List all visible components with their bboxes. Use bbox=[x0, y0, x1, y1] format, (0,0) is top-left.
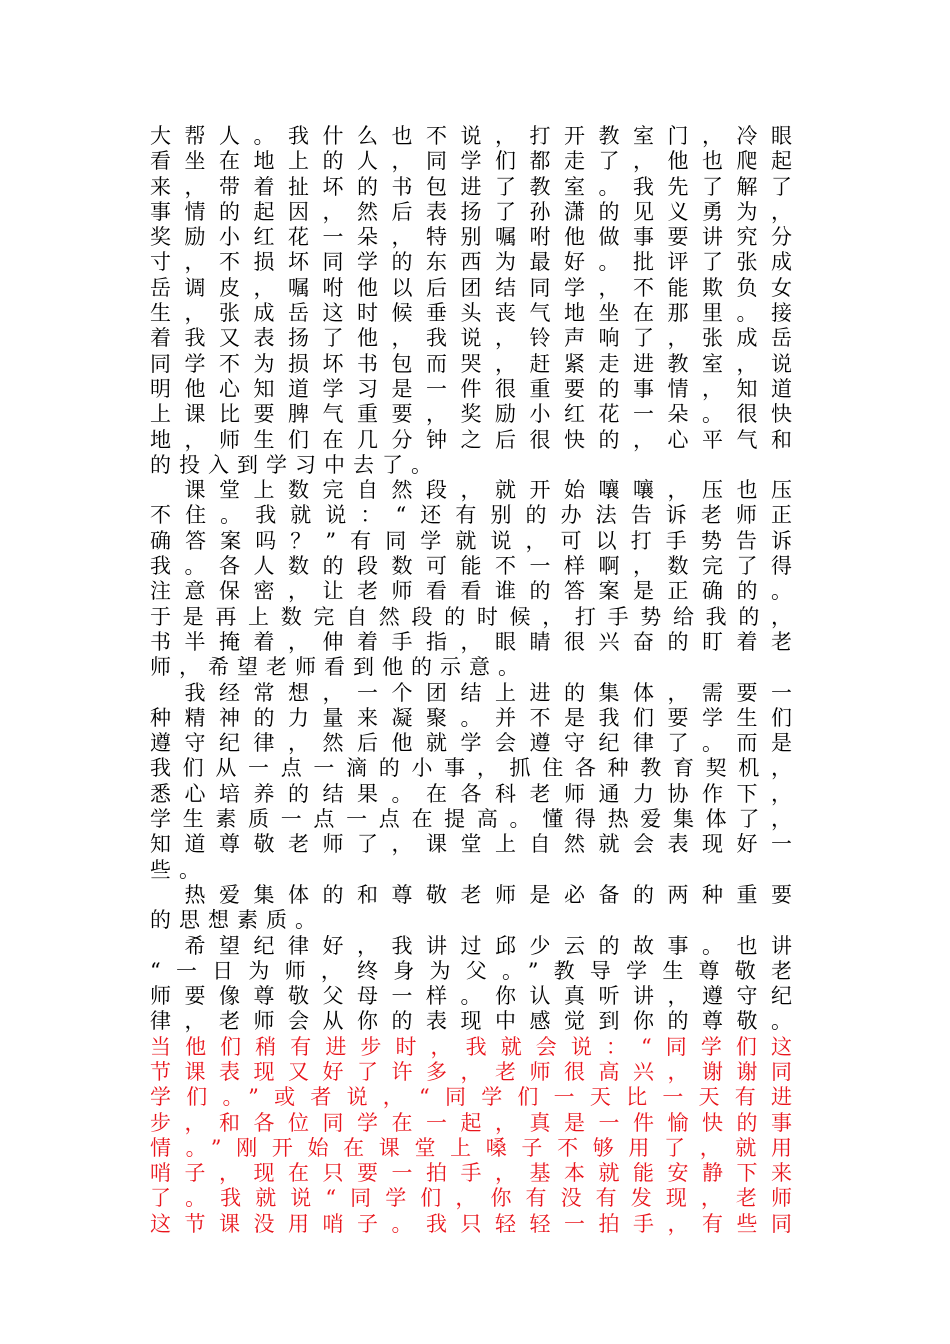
text-line: 种精神的力量来凝聚。并不是我们要学生们 bbox=[150, 705, 792, 730]
text-line: 课堂上数完自然段，就开始嚷嚷，压也压 bbox=[150, 478, 792, 503]
text-line: 悉心培养的结果。在各科老师通力协作下， bbox=[150, 781, 792, 806]
text-line: 情。”刚开始在课堂上嗓子不够用了，就用 bbox=[150, 1135, 792, 1160]
text-line: 确答案吗？”有同学就说，可以打手势告诉 bbox=[150, 528, 792, 553]
text-line: 哨子，现在只要一拍手，基本就能安静下来 bbox=[150, 1161, 792, 1186]
text-line: 律，老师会从你的表现中感觉到你的尊敬。 bbox=[150, 1009, 792, 1034]
text-line: 知道尊敬老师了，课堂上自然就会表现好一 bbox=[150, 832, 792, 857]
text-line: 事情的起因，然后表扬了孙潇的见义勇为， bbox=[150, 199, 792, 224]
text-line: 寸，不损坏同学的东西为最好。批评了张成 bbox=[150, 250, 792, 275]
text-line: “一日为师，终身为父。”教导学生尊敬老 bbox=[150, 958, 792, 983]
text-line: 师，希望老师看到他的示意。 bbox=[150, 655, 527, 680]
text-line: 于是再上数完自然段的时候，打手势给我的， bbox=[150, 604, 792, 629]
text-line: 这节课没用哨子。我只轻轻一拍手，有些同 bbox=[150, 1211, 792, 1236]
text-line: 学生素质一点一点在提高。懂得热爱集体了， bbox=[150, 807, 792, 832]
text-line: 我经常想，一个团结上进的集体，需要一 bbox=[150, 680, 792, 705]
text-line: 我们从一点一滴的小事，抓住各种教育契机， bbox=[150, 756, 792, 781]
text-line: 大帮人。我什么也不说，打开教室门，冷眼 bbox=[150, 124, 792, 148]
text-line: 看坐在地上的人，同学们都走了，他也爬起 bbox=[150, 149, 792, 174]
text-line: 学们。”或者说，“同学们一天比一天有进 bbox=[150, 1085, 792, 1110]
text-line: 师要像尊敬父母一样。你认真听讲，遵守纪 bbox=[150, 984, 792, 1009]
text-line: 了。我就说“同学们，你有没有发现，老师 bbox=[150, 1186, 792, 1211]
text-line: 些。 bbox=[150, 857, 208, 882]
text-line: 来，带着扯坏的书包进了教室。我先了解了 bbox=[150, 174, 792, 199]
text-line: 生，张成岳这时候垂头丧气地坐在那里。接 bbox=[150, 301, 792, 326]
text-line: 着我又表扬了他，我说，铃声响了，张成岳 bbox=[150, 326, 792, 351]
text-line: 上课比要脾气重要，奖励小红花一朵。很快 bbox=[150, 402, 792, 427]
text-line: 节课表现又好了许多，老师很高兴，谢谢同 bbox=[150, 1059, 792, 1084]
document-body bbox=[150, 124, 792, 1237]
text-line: 奖励小红花一朵，特别嘱咐他做事要讲究分 bbox=[150, 225, 792, 250]
text-line: 岳调皮，嘱咐他以后团结同学，不能欺负女 bbox=[150, 275, 792, 300]
text-line: 我。各人数的段数可能不一样啊，数完了得 bbox=[150, 554, 792, 579]
text-line: 书半掩着，伸着手指，眼睛很兴奋的盯着老 bbox=[150, 629, 792, 654]
text-line: 遵守纪律，然后他就学会遵守纪律了。而是 bbox=[150, 731, 792, 756]
text-line: 热爱集体的和尊敬老师是必备的两种重要 bbox=[150, 882, 792, 907]
text-line: 当他们稍有进步时，我就会说：“同学们这 bbox=[150, 1034, 792, 1059]
text-line: 希望纪律好，我讲过邱少云的故事。也讲 bbox=[150, 933, 792, 958]
text-line: 同学不为损坏书包而哭，赶紧走进教室，说 bbox=[150, 351, 792, 376]
text-line: 的投入到学习中去了。 bbox=[150, 452, 440, 477]
text-line: 步，和各位同学在一起，真是一件愉快的事 bbox=[150, 1110, 792, 1135]
text-line: 注意保密，让老师看看谁的答案是正确的。 bbox=[150, 579, 792, 604]
text-line: 的思想素质。 bbox=[150, 908, 324, 933]
text-line: 不住。我就说：“还有别的办法告诉老师正 bbox=[150, 503, 792, 528]
text-line: 明他心知道学习是一件很重要的事情，知道 bbox=[150, 376, 792, 401]
text-line: 地，师生们在几分钟之后很快的，心平气和 bbox=[150, 427, 792, 452]
